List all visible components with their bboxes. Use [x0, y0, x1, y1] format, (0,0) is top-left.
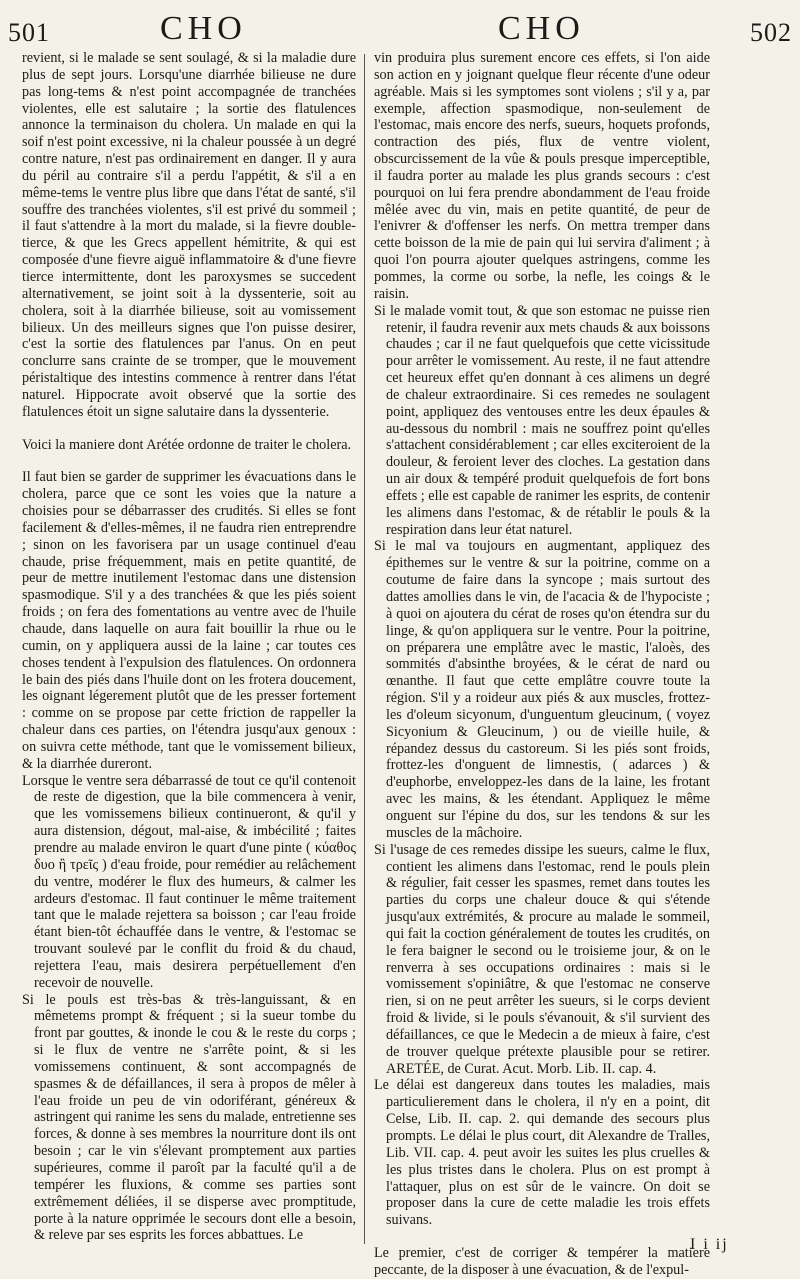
running-head-left: CHO — [160, 10, 247, 47]
paragraph: Si le pouls est très-bas & très-languissant, & en mêmetems prompt & fréquent ; si la sueur tombe du front par gouttes, & inonde le cou & le reste du corps ; si le flux de ventre ne s'arrête point, & si les vomissemens continuent, & sont accompagnés de spasmes & de défaillances, il sera à propos de mêler à l'eau froide un peu de vin odoriférant, généreux & astringent qui ranime les sens du malade, entretienne ses forces, & donne à ses membres la nourriture dont ils ont besoin ; car le vin s'élevant promptement aux parties supérieures, comme il paroît par la faculté qu'il a de tempérer les fluxions, & comme ses parties sont extrêmement déliées, il se disperse avec promptitude, porte à la nature opprimée le secours dont elle a besoin, & releve par ses esprits les forces abbattues. Le — [22, 991, 356, 1244]
running-head-right: CHO — [498, 10, 585, 47]
paragraph: Lorsque le ventre sera débarrassé de tout ce qu'il contenoit de reste de digestion, que la bile commencera à venir, que les vomissemens bilieux continueront, & qu'il y aura distension, dégout, mal-aise, & imbécilité ; faites prendre au malade environ le quart d'une pinte ( κύαθος δυο ἢ τρεῖς ) d'eau froide, pour remédier au relâchement du ventre, modérer le flux des humeurs, & calmer les ardeurs d'estomac. Il faut continuer le même traitement tant que le malade rejettera sa boisson ; car l'eau froide étant bien-tôt échauffée dans le ventre, & l'estomac se trouvant soulevé par le conflit du froid & du chaud, rejettera l'eau, mais desirera perpétuellement d'en recevoir de nouvelle. — [22, 772, 356, 991]
page-number-right: 502 — [750, 18, 792, 47]
paragraph: Si le mal va toujours en augmentant, appliquez des épithemes sur le ventre & sur la poitrine, comme on a coutume de faire dans la syncope ; mais surtout des dattes amollies dans le vin, de l'acacia & de l'hypociste ; à quoi on ajoutera du cérat de roses qu'on étendra sur du linge, & qu'on appliquera sur le ventre. Pour la poitrine, on préparera une emplâtre avec le mastic, l'aloès, des sommités d'absinthe broyées, & le cérat de nard ou œnanthe. Il faut que cette emplâtre couvre toute la région. S'il y a roideur aux piés & aux muscles, frottez-les d'oleum sicyonum, d'unguentum gleucinum, ( voyez Sicyonium & Gleucinum, ) ou de vieille huile, & répandez dessus du castoreum. Si les piés sont froids, frottez-les d'onguent de limnestis, ( adarces ) & d'euphorbe, enveloppez-les dans de la laine, les frotant avec les mains, & les étendant. Appliquez le même onguent sur l'épine du dos, sur les tendons & sur les muscles de la mâchoire. — [374, 538, 710, 841]
column-divider — [364, 54, 365, 1244]
paragraph: Voici la maniere dont Arétée ordonne de traiter le cholera. — [22, 436, 352, 453]
right-column — [374, 50, 710, 1279]
running-header — [0, 0, 800, 52]
paragraph: Si l'usage de ces remedes dissipe les sueurs, calme le flux, contient les alimens dans l'estomac, rend le pouls plein & régulier, fait cesser les spasmes, remet dans toutes les parties du corps une chaleur douce & qui s'étende jusqu'aux extrémités, & procure au malade le sommeil, qui fait la coction généralement de toutes les crudités, on le fera baigner le second ou le troisieme jour, & on le renverra à ses occupations ordinaires : mais si le vomissement s'opiniâtre, & que l'estomac ne conserve rien, si on ne peut arrêter les sueurs, si le corps devient froid & livide, si le pouls s'évanouit, & s'il survient des défaillances, ce que le Medecin a de mieux à faire, c'est de trouver quelque prétexte plausible pour se retirer. ARETÉE, de Curat. Acut. Morb. Lib. II. cap. 4. — [374, 841, 710, 1077]
paragraph: revient, si le malade se sent soulagé, & si la maladie dure plus de sept jours. Lorsqu'une diarrhée bilieuse ne dure pas long-tems & n'est point accompagnée de tranchées violentes, elle est salutaire ; la sortie des flatulences annonce la terminaison du cholera. Un malade en qui la soif n'est point excessive, ni la chaleur poussée à un degré contre nature, n'est pas ordinairement en danger. Il y aura du péril au contraire s'il a perdu l'appétit, & s'il a en même-tems le ventre plus libre que dans l'état de santé, s'il souffre des tranchées violentes, s'il est privé du sommeil ; il faut s'attendre à la mort du malade, si la fievre double-tierce, & que les Grecs appellent hémitrite, & qui est composée d'une fievre aiguë inflammatoire & d'une fievre tierce intermittente, dont les paroxysmes se succedent alternativement, se joint soit à la dyssenterie, soit au cholera, soit à la diarrhée bilieuse, soit au vomissement bilieux. Un des meilleurs signes que l'on puisse desirer, c'est la sortie des flatulences par l'anus. On en peut conclurre sans crainte de se tromper, que le mouvement péristaltique des intestins commence à rentrer dans l'état naturel. Hippocrate avoit observé que la sortie des flatulences étoit un signe salutaire dans la dyssenterie. — [22, 50, 356, 420]
paragraph: Si le malade vomit tout, & que son estomac ne puisse rien retenir, il faudra revenir aux mets chauds & aux boissons chaudes ; car il ne faut quelquefois que cette vicissitude pour arrêter le vomissement. Au reste, il ne faut attendre cet heureux effet qu'en donnant à ces alimens un degré de chaleur extraordinaire. Si ces remedes ne soulagent point, appliquez des ventouses entre les deux épaules & au-dessous du nombril : mais ne souffrez point qu'elles s'attachent considérablement ; car elles exciteroient de la douleur, & feroient lever des cloches. La gestation dans un air doux & tempéré produit quelquefois de fort bons effets ; elle est capable de ranimer les esprits, de contenir les alimens dans l'estomac, & de rétablir le pouls & la respiration dans leur état naturel. — [374, 302, 710, 538]
signature-mark: I i ij — [690, 1236, 729, 1253]
paragraph: Le délai est dangereux dans toutes les maladies, mais particulierement dans le cholera, il n'y en a point, dit Celse, Lib. II. cap. 2. qui demande des secours plus prompts. Le délai le plus court, dit Alexandre de Tralles, Lib. VII. cap. 4. peut avoir les suites les plus cruelles & les plus tristes dans le cholera. Plus on est prompt à l'attaquer, plus on est sûr de le vaincre. On doit se proposer dans la cure de cette maladie les trois effets suivans. — [374, 1077, 710, 1229]
page-number-left: 501 — [8, 18, 50, 47]
paragraph: vin produira plus surement encore ces effets, si l'on aide son action en y joignant quelque fleur récente d'une odeur agréable. Mais si les symptomes sont violens ; s'il y a, par exemple, affection spasmodique, non-seulement de l'estomac, mais encore des nerfs, sueurs, hoquets profonds, contraction des piés, flux de ventre violent, obscurcissement de la vûe & pouls presque imperceptible, il faudra porter au malade les plus grands secours : c'est pourquoi on lui fera prendre abondamment de l'eau froide mêlée avec du vin, mais en petite quantité, de peur de l'enivrer & d'offenser les nerfs. On mettra tremper dans cette boisson de la mie de pain qui lui servira d'aliment ; à quoi l'on pourra ajouter quelques astringens, comme les pommes, la corme ou sorbe, la nefle, les coings & le raisin. — [374, 50, 710, 302]
left-column — [22, 50, 356, 1244]
paragraph: Il faut bien se garder de supprimer les évacuations dans le cholera, parce que ce sont les voies que la nature a choisies pour se débarrasser des crudités. Si elles se font facilement & d'elles-mêmes, il ne faudra rien entreprendre ; sinon on les favorisera par un usage continuel d'eau chaude, prise fréquemment, mais en petite quantité, de peur de mettre inutilement l'estomac dans une distension spasmodique. S'il y a des tranchées & que les piés soient froids ; on fera des fomentations au ventre avec de l'huile chaude, dans laquelle on aura fait bouillir la rhue ou le cumin, on y appliquera aussi de la laine ; car toutes ces choses tendent à l'expulsion des flatulences. On ordonnera le bain des piés dans l'huile dont on les frotera doucement, les oignant légerement plutôt que de les presser fortement : comme on se propose par cette friction de rappeller la chaleur dans ces parties, on l'étendra jusqu'aux genoux : on suivra cette méthode, tant que le vomissement bilieux, & la diarrhée dureront. — [22, 469, 356, 772]
paragraph: Le premier, c'est de corriger & tempérer la matiere peccante, de la disposer à une évacuation, & de l'expul- — [374, 1245, 710, 1278]
